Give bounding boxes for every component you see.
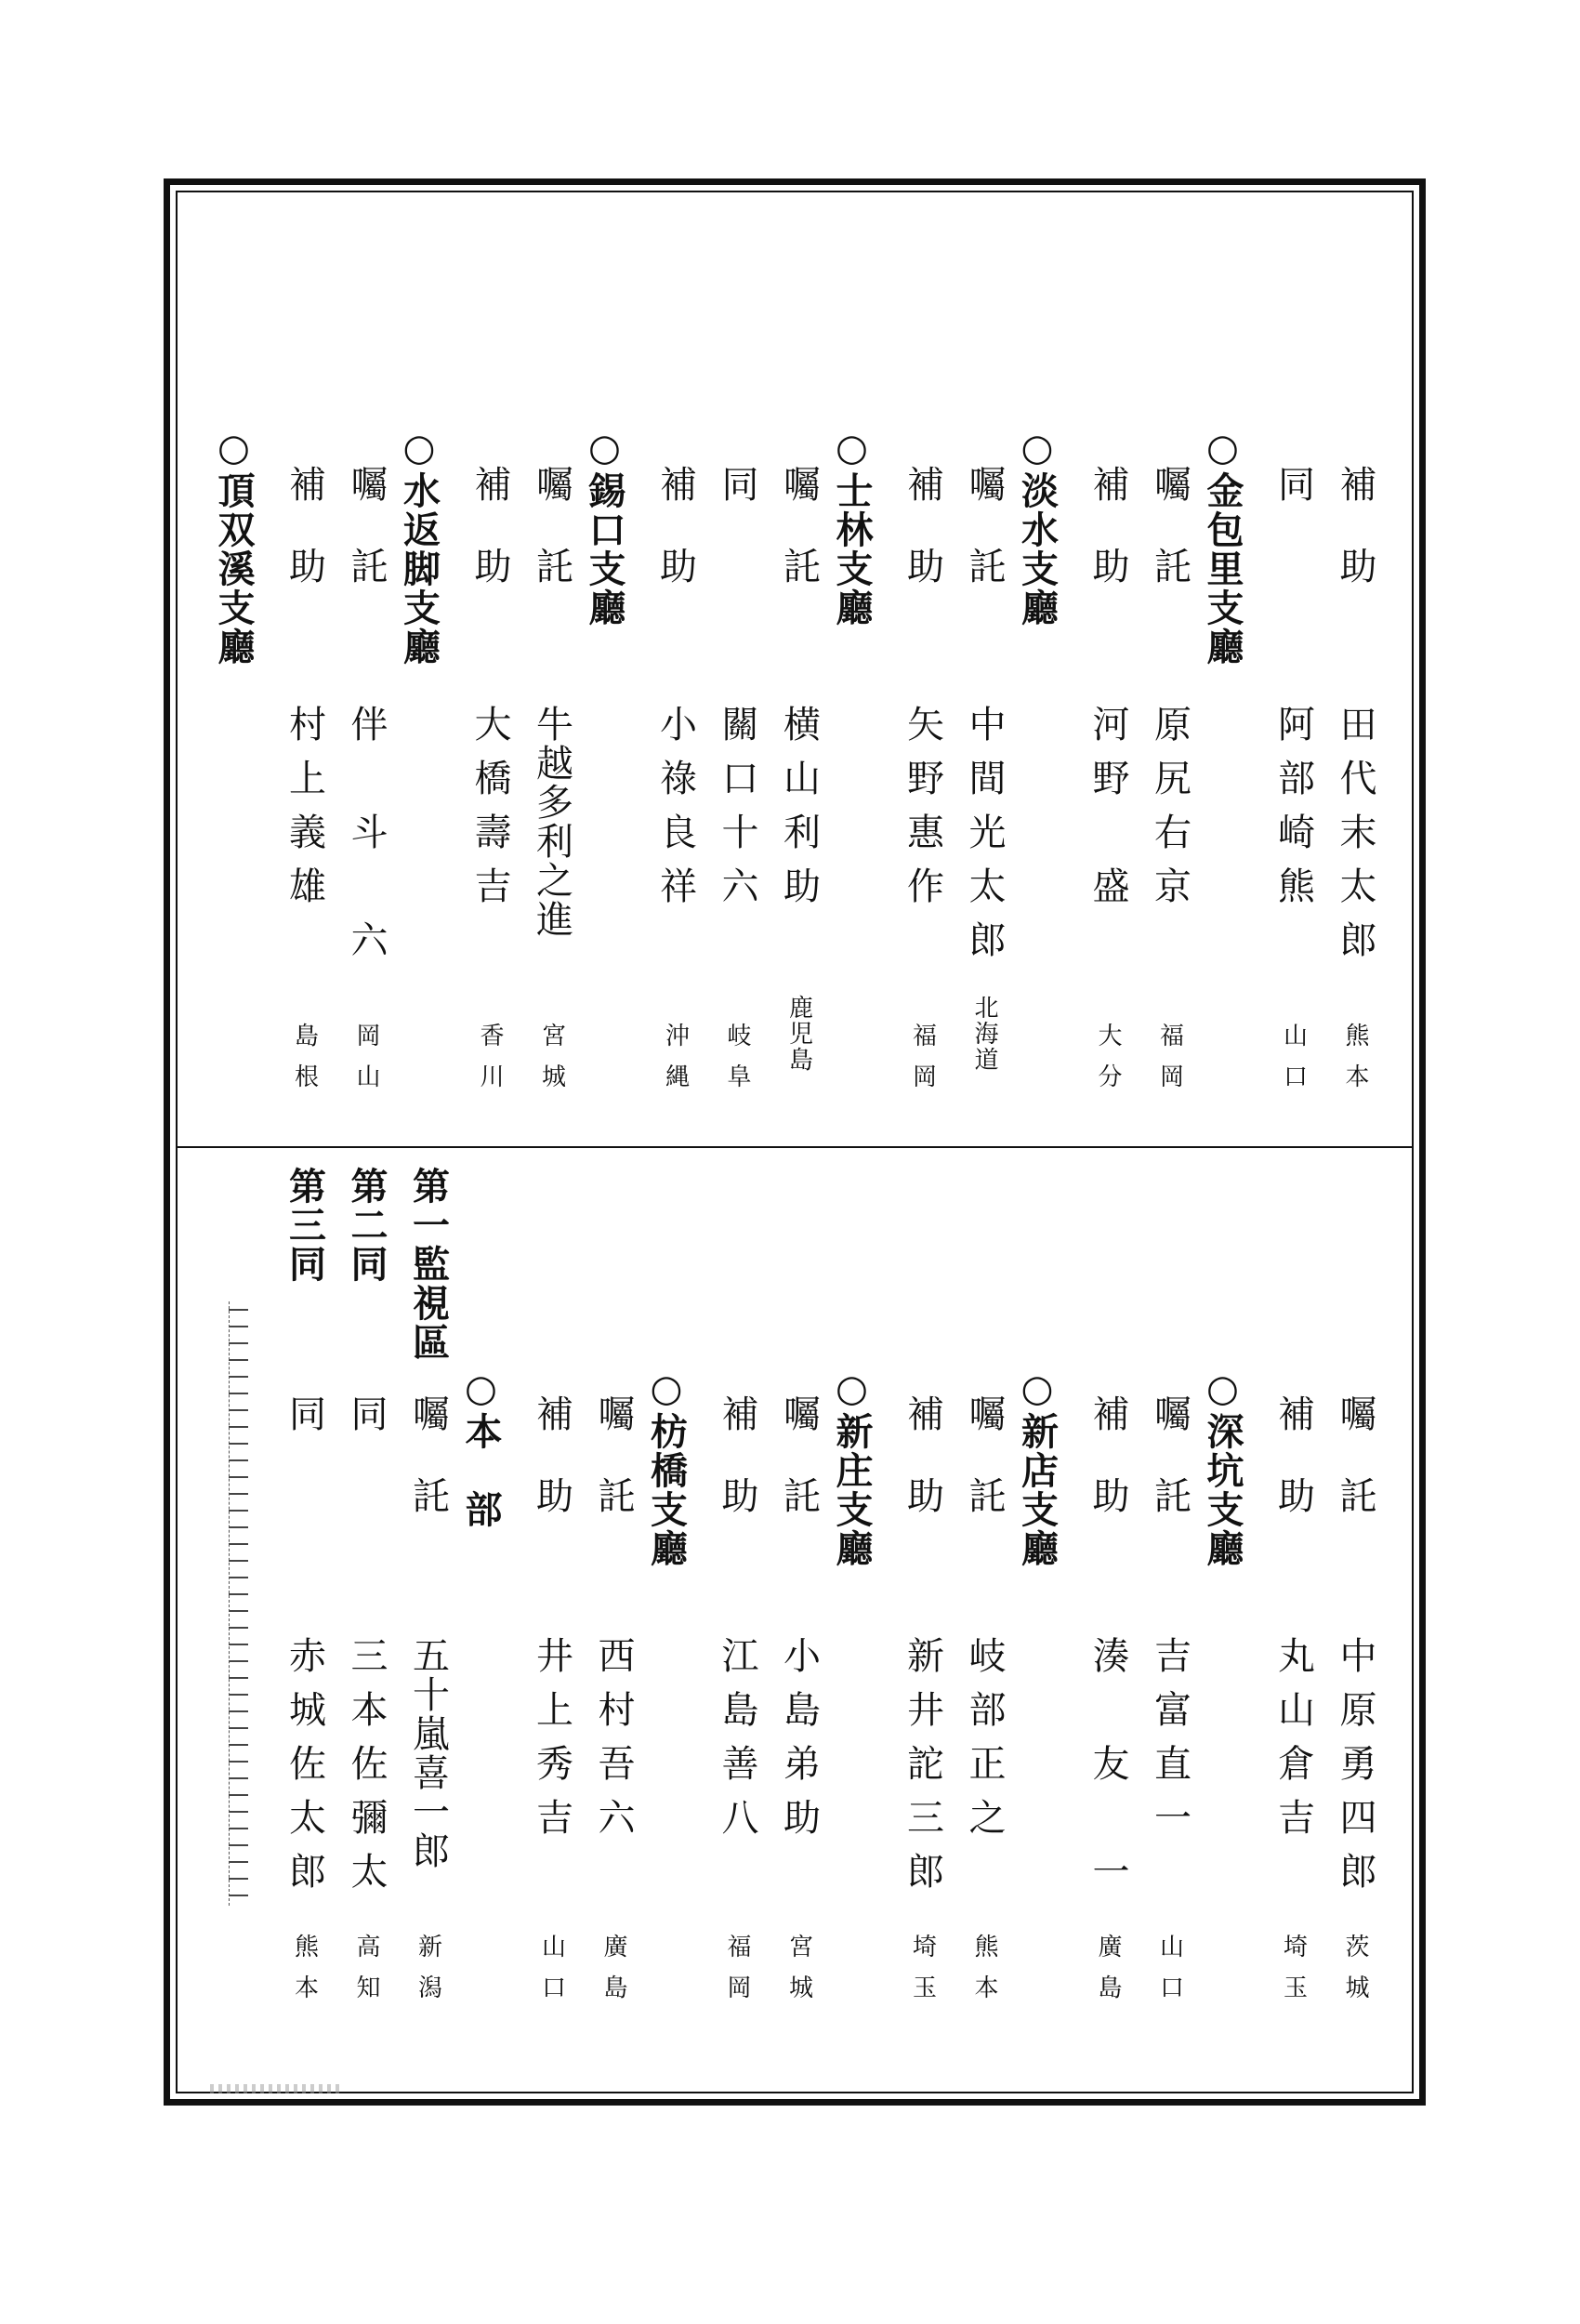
office-heading — [825, 426, 877, 627]
prefecture-label: 沖縄 — [661, 1023, 690, 1104]
circle-marker-icon: ○ — [459, 1367, 503, 1412]
prefecture-label: 山口 — [537, 1934, 566, 2015]
prefecture-label: 鹿児島 — [784, 995, 813, 1073]
district-label: 第一監視區 — [406, 1167, 451, 1362]
office-name: 金包里支廳 — [1201, 471, 1244, 667]
prefecture-label: 廣島 — [1094, 1934, 1122, 2015]
person-name: 赤城佐太郎 — [283, 1636, 326, 1906]
person-name: 伴 斗 六 — [345, 705, 388, 974]
role-label: 囑 託 — [963, 465, 1006, 588]
role-label: 囑 託 — [406, 1394, 450, 1517]
office-heading — [1196, 1367, 1248, 1568]
role-label: 囑 託 — [1148, 1394, 1192, 1517]
role-label: 同 — [345, 1394, 388, 1435]
role-label: 補 助 — [901, 1394, 944, 1517]
role-label: 補 助 — [1271, 1394, 1315, 1517]
role-label: 補 助 — [653, 465, 697, 588]
circle-marker-icon: ○ — [583, 426, 626, 471]
role-label: 囑 託 — [777, 1394, 821, 1517]
role-label: 同 — [283, 1394, 326, 1435]
office-heading — [1011, 1367, 1063, 1568]
role-label: 補 助 — [468, 465, 511, 588]
section-divider — [178, 1146, 1412, 1148]
role-label: 囑 託 — [777, 465, 821, 588]
person-name: 阿部崎熊 — [1271, 705, 1315, 920]
office-heading — [207, 426, 259, 667]
prefecture-label: 宮城 — [784, 1934, 813, 2015]
office-name: 本 部 — [459, 1412, 503, 1529]
prefecture-label: 山口 — [1155, 1934, 1184, 2015]
circle-marker-icon: ○ — [830, 1367, 874, 1412]
person-name: 江島善八 — [716, 1636, 758, 1852]
person-name: 新井詑三郎 — [901, 1636, 944, 1906]
prefecture-label: 熊本 — [970, 1934, 998, 2015]
office-name: 新店支廳 — [1015, 1412, 1060, 1568]
office-name: 頂双溪支廳 — [212, 471, 256, 667]
role-label: 囑 託 — [530, 465, 573, 588]
role-label: 囑 託 — [963, 1394, 1006, 1517]
person-name: 大橋壽吉 — [468, 705, 511, 920]
person-name: 小祿良祥 — [653, 705, 697, 920]
prefecture-label: 廣島 — [599, 1934, 627, 2015]
role-label: 補 助 — [530, 1394, 573, 1517]
person-name: 中原勇四郎 — [1334, 1636, 1376, 1906]
role-label: 補 助 — [1086, 465, 1129, 588]
prefecture-label: 新潟 — [414, 1934, 442, 2015]
person-name: 横山利助 — [777, 705, 821, 920]
office-heading — [393, 426, 445, 667]
office-heading — [640, 1367, 692, 1568]
office-name: 淡水支廳 — [1015, 471, 1060, 627]
role-label: 囑 託 — [1334, 1394, 1376, 1517]
circle-marker-icon: ○ — [830, 426, 874, 471]
role-label: 囑 託 — [592, 1394, 635, 1517]
office-name: 士林支廳 — [830, 471, 874, 627]
prefecture-label: 福岡 — [1155, 1023, 1184, 1104]
office-heading — [825, 1367, 877, 1568]
office-heading — [454, 1367, 507, 1529]
person-name: 原尻右京 — [1148, 705, 1192, 920]
prefecture-label: 岡山 — [352, 1023, 380, 1104]
person-name: 湊 友 一 — [1086, 1636, 1129, 1906]
prefecture-label: 島根 — [290, 1023, 319, 1104]
prefecture-label: 茨城 — [1341, 1934, 1369, 2015]
prefecture-label: 北海道 — [970, 995, 998, 1073]
circle-marker-icon: ○ — [397, 426, 441, 471]
person-name: 五十嵐喜一郎 — [406, 1636, 450, 1870]
role-label: 同 — [1271, 465, 1315, 506]
circle-marker-icon: ○ — [212, 426, 256, 471]
district-label: 第二同 — [345, 1167, 388, 1284]
role-label: 同 — [716, 465, 758, 506]
person-name: 牛越多利之進 — [530, 705, 573, 939]
office-name: 枋橋支廳 — [644, 1412, 689, 1568]
circle-marker-icon: ○ — [1015, 1367, 1060, 1412]
person-name: 河野 盛 — [1086, 705, 1129, 920]
office-name: 水返脚支廳 — [397, 471, 441, 667]
prefecture-label: 埼玉 — [908, 1934, 937, 2015]
person-name: 三本佐彌太 — [345, 1636, 388, 1906]
person-name: 中間光太郎 — [963, 705, 1006, 974]
person-name: 丸山倉吉 — [1271, 1636, 1315, 1852]
office-name: 深坑支廳 — [1201, 1412, 1244, 1568]
office-heading — [1011, 426, 1063, 627]
ink-smudge — [210, 2084, 340, 2093]
role-label: 補 助 — [1334, 465, 1376, 588]
person-name: 矢野惠作 — [901, 705, 944, 920]
prefecture-label: 熊本 — [1341, 1023, 1369, 1104]
person-name: 吉富直一 — [1148, 1636, 1192, 1852]
role-label: 補 助 — [901, 465, 944, 588]
person-name: 岐部正之 — [963, 1636, 1006, 1852]
role-label: 補 助 — [283, 465, 326, 588]
office-name: 錫口支廳 — [583, 471, 626, 627]
person-name: 關口十六 — [716, 705, 758, 920]
person-name: 西村吾六 — [592, 1636, 635, 1852]
prefecture-label: 岐阜 — [723, 1023, 751, 1104]
role-label: 補 助 — [1086, 1394, 1129, 1517]
prefecture-label: 熊本 — [290, 1934, 319, 2015]
person-name: 田代末太郎 — [1334, 705, 1376, 974]
circle-marker-icon: ○ — [1201, 426, 1244, 471]
prefecture-label: 宮城 — [537, 1023, 566, 1104]
role-label: 補 助 — [716, 1394, 758, 1517]
office-name: 新庄支廳 — [830, 1412, 874, 1568]
prefecture-label: 高知 — [352, 1934, 380, 2015]
prefecture-label: 福岡 — [908, 1023, 937, 1104]
wavy-rule — [229, 1301, 248, 1906]
prefecture-label: 山口 — [1279, 1023, 1308, 1104]
person-name: 小島弟助 — [777, 1636, 821, 1852]
office-heading — [1196, 426, 1248, 667]
circle-marker-icon: ○ — [1015, 426, 1060, 471]
district-label: 第三同 — [283, 1167, 327, 1284]
role-label: 囑 託 — [345, 465, 388, 588]
prefecture-label: 大分 — [1094, 1023, 1122, 1104]
prefecture-label: 福岡 — [723, 1934, 751, 2015]
prefecture-label: 埼玉 — [1279, 1934, 1308, 2015]
circle-marker-icon: ○ — [1201, 1367, 1244, 1412]
person-name: 井上秀吉 — [530, 1636, 573, 1852]
circle-marker-icon: ○ — [644, 1367, 689, 1412]
office-heading — [578, 426, 630, 627]
prefecture-label: 香川 — [476, 1023, 504, 1104]
role-label: 囑 託 — [1148, 465, 1192, 588]
person-name: 村上義雄 — [283, 705, 326, 920]
